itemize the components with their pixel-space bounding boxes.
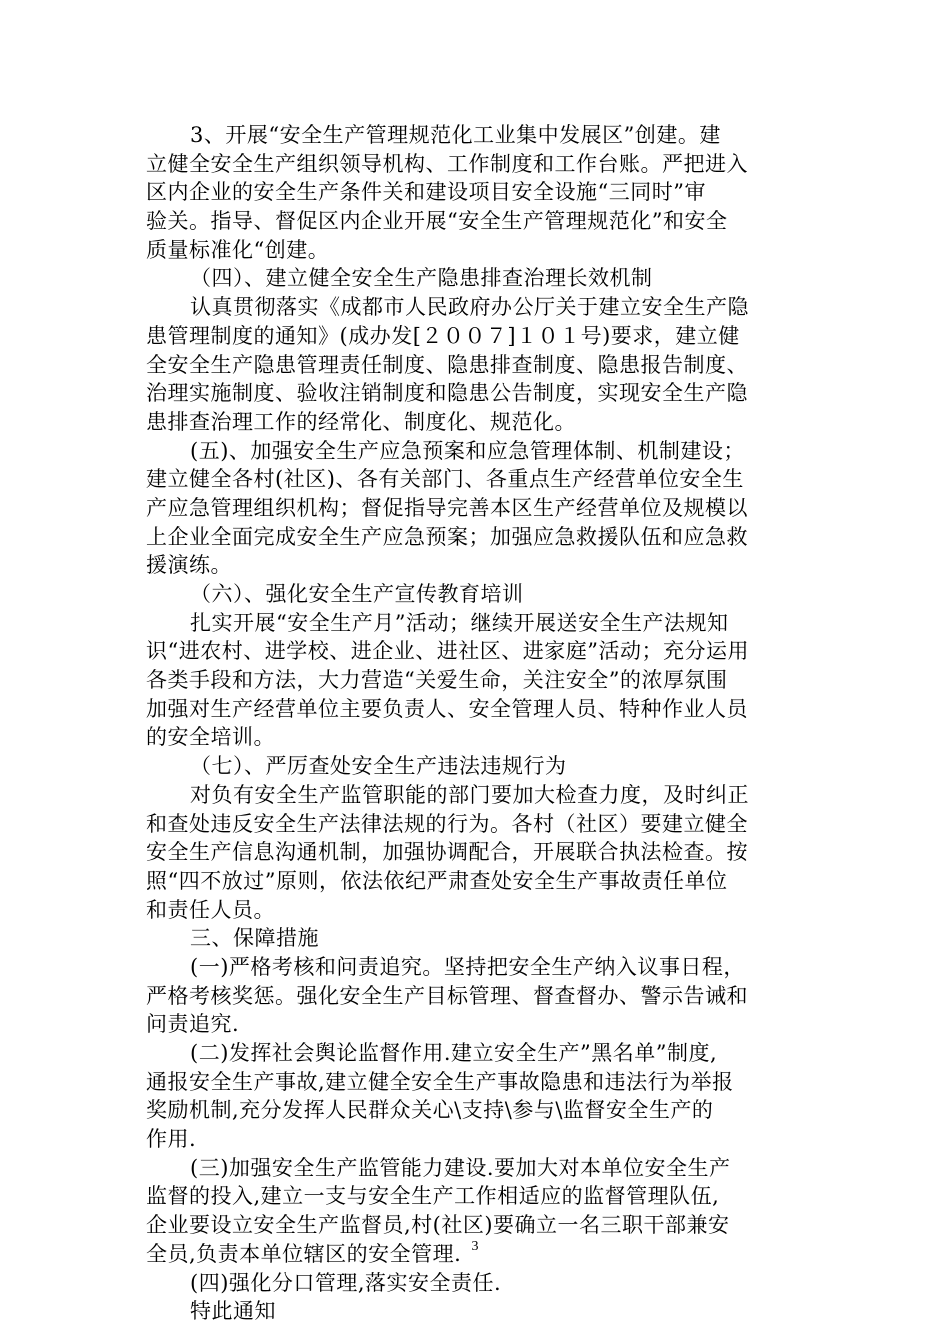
text-line: 3、开展“安全生产管理规范化工业集中发展区”创建。建 xyxy=(190,123,721,147)
page-number: 3 xyxy=(471,1239,479,1254)
text-line: 上企业全面完成安全生产应急预案；加强应急救援队伍和应急救 xyxy=(146,524,748,549)
text-line: 患管理制度的通知》(成办发[２００７]１０１号)要求，建立健 xyxy=(146,323,740,348)
text-line: 区内企业的安全生产条件关和建设项目安全设施“三同时”审 xyxy=(146,180,706,205)
text-line: 患排查治理工作的经常化、制度化、规范化。 xyxy=(146,409,576,434)
text-line: 和责任人员。 xyxy=(146,897,275,922)
text-line: (五)、加强安全生产应急预案和应急管理体制、机制建设； xyxy=(190,438,745,463)
text-line: 的安全培训。 xyxy=(146,725,275,750)
text-line: 验关。指导、督促区内企业开展“安全生产管理规范化”和安全 xyxy=(146,209,728,234)
text-line: 作用. xyxy=(146,1127,197,1152)
text-line: 问责追究. xyxy=(146,1012,240,1037)
text-line: 和查处违反安全生产法律法规的行为。各村（社区）要建立健全 xyxy=(146,811,748,836)
text-line: 奖励机制,充分发挥人民群众关心\支持\参与\监督安全生产的 xyxy=(146,1098,714,1123)
text-line: 企业要设立安全生产监督员,村(社区)要确立一名三职干部兼安 xyxy=(146,1213,730,1238)
text-line: 治理实施制度、验收注销制度和隐患公告制度，实现安全生产隐 xyxy=(146,381,748,406)
text-line: （六）、强化安全生产宣传教育培训 xyxy=(190,582,524,606)
text-line: 对负有安全生产监管职能的部门要加大检查力度，及时纠正 xyxy=(190,782,749,807)
text-line: 全安全生产隐患管理责任制度、隐患排查制度、隐患报告制度、 xyxy=(146,352,748,377)
text-line: 立健全安全生产组织领导机构、工作制度和工作台账。严把进入 xyxy=(146,151,748,176)
text-line: 识“进农村、进学校、进企业、进社区、进家庭”活动；充分运用 xyxy=(146,639,749,664)
text-line: 加强对生产经营单位主要负责人、安全管理人员、特种作业人员 xyxy=(146,696,748,721)
text-line: 认真贯彻落实《成都市人民政府办公厅关于建立安全生产隐 xyxy=(190,295,749,320)
text-line: 特此通知 xyxy=(190,1299,276,1324)
text-line: （四）、建立健全安全生产隐患排查治理长效机制 xyxy=(190,266,653,291)
text-line: 严格考核奖惩。强化安全生产目标管理、督查督办、警示告诫和 xyxy=(146,983,748,1008)
text-line: 三、保障措施 xyxy=(190,926,319,951)
text-line: 照“四不放过”原则，依法依纪严肃查处安全生产事故责任单位 xyxy=(146,868,728,893)
text-line: 产应急管理组织机构；督促指导完善本区生产经营单位及规模以 xyxy=(146,495,748,520)
document-body xyxy=(146,121,816,1326)
text-line: (一)严格考核和问责追究。坚持把安全生产纳入议事日程， xyxy=(190,954,745,979)
text-line: 各类手段和方法，大力营造“关爱生命，关注安全”的浓厚氛围 xyxy=(146,668,728,693)
text-line: 质量标准化“创建。 xyxy=(146,237,330,262)
text-line: （七）、严厉查处安全生产违法违规行为 xyxy=(190,754,567,779)
text-line: (三)加强安全生产监管能力建设.要加大对本单位安全生产 xyxy=(190,1155,731,1180)
text-line: 建立健全各村(社区)、各有关部门、各重点生产经营单位安全生 xyxy=(146,467,744,492)
text-line: 全员,负责本单位辖区的安全管理. xyxy=(146,1241,462,1266)
text-line: 扎实开展“安全生产月”活动；继续开展送安全生产法规知 xyxy=(190,610,729,635)
text-line: (二)发挥社会舆论监督作用.建立安全生产”黑名单”制度, xyxy=(190,1041,718,1065)
text-line: (四)强化分口管理,落实安全责任. xyxy=(190,1270,502,1295)
text-line: 援演练。 xyxy=(146,553,232,578)
text-line: 通报安全生产事故,建立健全安全生产事故隐患和违法行为举报 xyxy=(146,1069,734,1094)
text-line: 安全生产信息沟通机制，加强协调配合，开展联合执法检查。按 xyxy=(146,840,748,865)
text-line: 监督的投入,建立一支与安全生产工作相适应的监督管理队伍, xyxy=(146,1184,720,1209)
